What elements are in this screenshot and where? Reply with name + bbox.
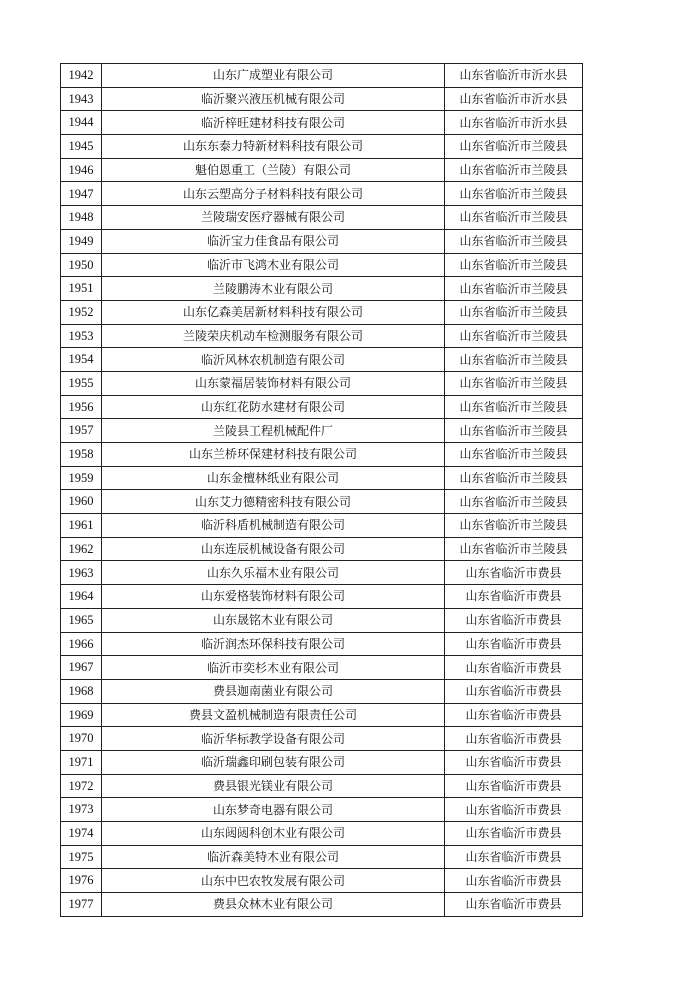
company-location: 山东省临沂市沂水县 [445, 87, 583, 111]
company-location: 山东省临沂市兰陵县 [445, 206, 583, 230]
table-row [61, 324, 583, 348]
table-row [61, 466, 583, 490]
row-number: 1942 [61, 64, 102, 88]
table-row [61, 632, 583, 656]
company-name: 山东云塑高分子材料科技有限公司 [102, 182, 445, 206]
row-number: 1958 [61, 443, 102, 467]
row-number: 1943 [61, 87, 102, 111]
table-row [61, 845, 583, 869]
row-number: 1973 [61, 798, 102, 822]
company-name: 兰陵瑞安医疗器械有限公司 [102, 206, 445, 230]
company-location: 山东省临沂市费县 [445, 822, 583, 846]
table-row [61, 206, 583, 230]
table-row [61, 514, 583, 538]
row-number: 1959 [61, 466, 102, 490]
company-location: 山东省临沂市兰陵县 [445, 466, 583, 490]
company-location: 山东省临沂市费县 [445, 632, 583, 656]
company-name: 兰陵荣庆机动车检测服务有限公司 [102, 324, 445, 348]
company-name: 兰陵县工程机械配件厂 [102, 419, 445, 443]
row-number: 1955 [61, 371, 102, 395]
row-number: 1974 [61, 822, 102, 846]
company-name: 山东连辰机械设备有限公司 [102, 537, 445, 561]
company-location: 山东省临沂市兰陵县 [445, 135, 583, 159]
row-number: 1949 [61, 229, 102, 253]
company-location: 山东省临沂市兰陵县 [445, 300, 583, 324]
row-number: 1976 [61, 869, 102, 893]
company-name: 费县迦南菌业有限公司 [102, 679, 445, 703]
row-number: 1977 [61, 893, 102, 917]
row-number: 1948 [61, 206, 102, 230]
table-row [61, 608, 583, 632]
company-location: 山东省临沂市兰陵县 [445, 419, 583, 443]
table-row [61, 869, 583, 893]
company-name: 临沂宝力佳食品有限公司 [102, 229, 445, 253]
row-number: 1953 [61, 324, 102, 348]
company-name: 临沂梓旺建材科技有限公司 [102, 111, 445, 135]
row-number: 1966 [61, 632, 102, 656]
company-name: 山东金檀林纸业有限公司 [102, 466, 445, 490]
table-row [61, 135, 583, 159]
table-row [61, 561, 583, 585]
company-name: 临沂瑞鑫印刷包装有限公司 [102, 750, 445, 774]
row-number: 1967 [61, 656, 102, 680]
table-row [61, 774, 583, 798]
table-row [61, 585, 583, 609]
row-number: 1961 [61, 514, 102, 538]
table-row [61, 822, 583, 846]
row-number: 1963 [61, 561, 102, 585]
company-name: 山东广成塑业有限公司 [102, 64, 445, 88]
company-location: 山东省临沂市兰陵县 [445, 158, 583, 182]
company-location: 山东省临沂市兰陵县 [445, 371, 583, 395]
table-row [61, 64, 583, 88]
table-row [61, 229, 583, 253]
company-name: 山东红花防水建材有限公司 [102, 395, 445, 419]
company-location: 山东省临沂市费县 [445, 656, 583, 680]
company-name: 山东闼闼科创木业有限公司 [102, 822, 445, 846]
row-number: 1970 [61, 727, 102, 751]
table-row [61, 182, 583, 206]
row-number: 1969 [61, 703, 102, 727]
row-number: 1971 [61, 750, 102, 774]
row-number: 1944 [61, 111, 102, 135]
row-number: 1946 [61, 158, 102, 182]
row-number: 1947 [61, 182, 102, 206]
company-location: 山东省临沂市费县 [445, 561, 583, 585]
company-name: 山东东泰力特新材料科技有限公司 [102, 135, 445, 159]
company-location: 山东省临沂市费县 [445, 798, 583, 822]
company-name: 临沂市飞鸿木业有限公司 [102, 253, 445, 277]
company-location: 山东省临沂市费县 [445, 869, 583, 893]
table-row [61, 443, 583, 467]
row-number: 1956 [61, 395, 102, 419]
company-table [60, 63, 583, 917]
company-name: 山东梦奇电器有限公司 [102, 798, 445, 822]
company-location: 山东省临沂市兰陵县 [445, 395, 583, 419]
company-location: 山东省临沂市费县 [445, 703, 583, 727]
company-location: 山东省临沂市费县 [445, 727, 583, 751]
company-name: 临沂森美特木业有限公司 [102, 845, 445, 869]
company-name: 临沂科盾机械制造有限公司 [102, 514, 445, 538]
company-location: 山东省临沂市兰陵县 [445, 324, 583, 348]
company-location: 山东省临沂市兰陵县 [445, 229, 583, 253]
company-name: 兰陵鹏涛木业有限公司 [102, 277, 445, 301]
company-name: 临沂华标教学设备有限公司 [102, 727, 445, 751]
company-location: 山东省临沂市兰陵县 [445, 277, 583, 301]
row-number: 1945 [61, 135, 102, 159]
table-row [61, 419, 583, 443]
row-number: 1957 [61, 419, 102, 443]
company-name: 临沂风林农机制造有限公司 [102, 348, 445, 372]
table-row [61, 750, 583, 774]
row-number: 1965 [61, 608, 102, 632]
table-row [61, 893, 583, 917]
company-name: 临沂市奕杉木业有限公司 [102, 656, 445, 680]
company-name: 山东久乐福木业有限公司 [102, 561, 445, 585]
table-row [61, 727, 583, 751]
table-row [61, 87, 583, 111]
company-name: 山东艾力德精密科技有限公司 [102, 490, 445, 514]
table-row [61, 277, 583, 301]
row-number: 1951 [61, 277, 102, 301]
company-name: 山东爱格装饰材料有限公司 [102, 585, 445, 609]
row-number: 1954 [61, 348, 102, 372]
row-number: 1960 [61, 490, 102, 514]
company-name: 山东晟铭木业有限公司 [102, 608, 445, 632]
company-location: 山东省临沂市兰陵县 [445, 443, 583, 467]
company-location: 山东省临沂市兰陵县 [445, 514, 583, 538]
company-location: 山东省临沂市费县 [445, 750, 583, 774]
company-location: 山东省临沂市兰陵县 [445, 348, 583, 372]
row-number: 1968 [61, 679, 102, 703]
company-name: 山东蒙福居装饰材料有限公司 [102, 371, 445, 395]
company-location: 山东省临沂市费县 [445, 608, 583, 632]
company-location: 山东省临沂市兰陵县 [445, 253, 583, 277]
row-number: 1962 [61, 537, 102, 561]
table-row [61, 348, 583, 372]
company-name: 临沂聚兴液压机械有限公司 [102, 87, 445, 111]
row-number: 1964 [61, 585, 102, 609]
table-row [61, 395, 583, 419]
row-number: 1952 [61, 300, 102, 324]
company-location: 山东省临沂市沂水县 [445, 64, 583, 88]
company-location: 山东省临沂市费县 [445, 845, 583, 869]
company-name: 费县银光镁业有限公司 [102, 774, 445, 798]
table-row [61, 656, 583, 680]
company-name: 山东兰桥环保建材科技有限公司 [102, 443, 445, 467]
company-location: 山东省临沂市兰陵县 [445, 537, 583, 561]
company-name: 费县文盈机械制造有限责任公司 [102, 703, 445, 727]
table-row [61, 490, 583, 514]
table-row [61, 798, 583, 822]
company-location: 山东省临沂市沂水县 [445, 111, 583, 135]
table-body [61, 64, 583, 917]
row-number: 1975 [61, 845, 102, 869]
company-name: 山东亿森美居新材料科技有限公司 [102, 300, 445, 324]
row-number: 1972 [61, 774, 102, 798]
company-location: 山东省临沂市费县 [445, 585, 583, 609]
table-row [61, 537, 583, 561]
table-row [61, 111, 583, 135]
company-location: 山东省临沂市兰陵县 [445, 490, 583, 514]
table-row [61, 371, 583, 395]
company-name: 临沂润杰环保科技有限公司 [102, 632, 445, 656]
table-row [61, 300, 583, 324]
table-row [61, 158, 583, 182]
company-location: 山东省临沂市兰陵县 [445, 182, 583, 206]
company-location: 山东省临沂市费县 [445, 679, 583, 703]
table-row [61, 253, 583, 277]
company-location: 山东省临沂市费县 [445, 774, 583, 798]
company-name: 魁伯恩重工（兰陵）有限公司 [102, 158, 445, 182]
row-number: 1950 [61, 253, 102, 277]
table-row [61, 703, 583, 727]
company-name: 费县众林木业有限公司 [102, 893, 445, 917]
company-location: 山东省临沂市费县 [445, 893, 583, 917]
company-name: 山东中巴农牧发展有限公司 [102, 869, 445, 893]
table-row [61, 679, 583, 703]
